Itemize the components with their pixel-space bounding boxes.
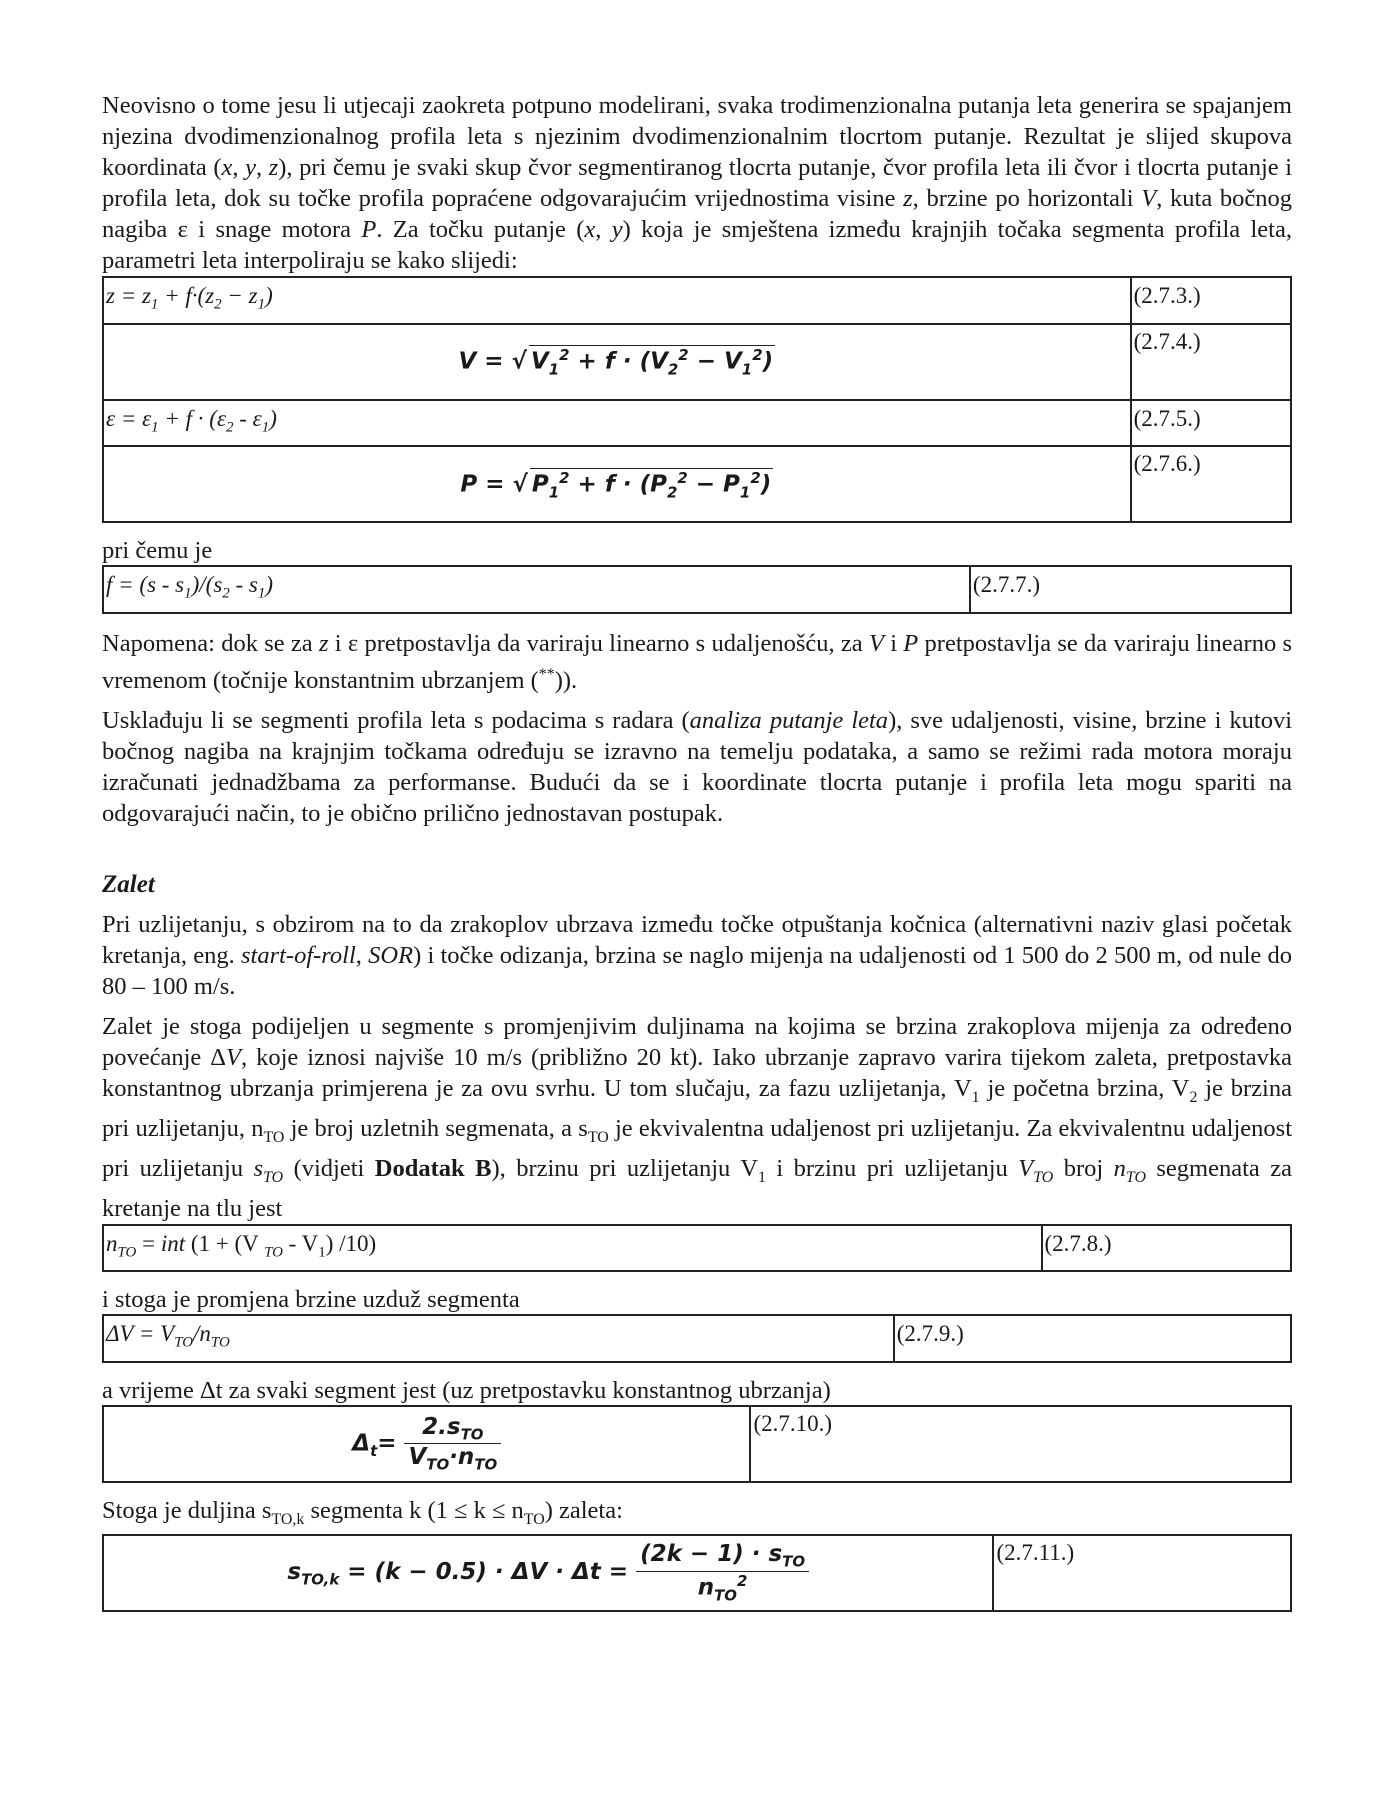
equation-number: (2.7.9.) [894,1315,1291,1362]
equation-p: P = √ $P_1^2 + f \cdot (P_2^2 - P_1^2)$ [103,446,1131,522]
radar-paragraph: Usklađuju li se segmenti profila leta s podacima s radara (analiza putanje leta), sve udaljenosti, visine, brzine i kutovi bočnog nagiba na krajnjim točkama određuju se izravno na temelju podataka, a samo se režimi rada motora moraju izračunati jednadžbama za performanse. Budući da se i koordinate tlocrta putanje i profila leta mogu spariti na odgovarajući način, to je obično prilično jednostavan postupak. [102,706,1293,827]
lead-delta-t: a vrijeme Δt za svaki segment jest (uz pretpostavku konstantnog ubrzanja) [102,1376,831,1404]
equation-row [103,1315,1291,1362]
equation-delta-v: $\Delta V = V_{TO}/n_{TO}$ [103,1315,894,1362]
equation-number: (2.7.4.) [1131,324,1291,400]
interpolation-equations-table [102,276,1292,523]
equation-number: (2.7.8.) [1042,1225,1291,1272]
equation-v: V = √ $V_1^2 + f \cdot (V_2^2 - V_1^2)$ [103,324,1131,400]
note-paragraph: Napomena: dok se za z i ε pretpostavlja da variraju linearno s udaljenošću, za V i P pretpostavlja se da variraju linearno s vremenom (točnije konstantnim ubrzanjem (**)). [102,629,1293,694]
lead-s-k: Stoga je duljina $s_{TO,k}$ segmenta k $(1 \le k \le n_{TO})$ zaleta: [102,1496,623,1528]
equation-row [103,1406,1291,1482]
delta-t-equation-table [102,1405,1292,1483]
nto-equation-table [102,1224,1292,1273]
equation-number: (2.7.10.) [750,1406,1291,1482]
lead-delta-v: i stoga je promjena brzine uzduž segmenta [102,1286,520,1314]
equation-row [103,277,1291,324]
equation-row [103,400,1291,447]
equation-number: (2.7.3.) [1131,277,1291,324]
equation-z: $z = z_1 + f\cdot(z_2 - z_1)$ [103,277,1131,324]
equation-row [103,1225,1291,1272]
equation-delta-t: $\Delta_t=$ $\frac{2.s_{TO}}{V_{TO}\cdot n_{TO}}$ [103,1406,750,1482]
equation-f: $f = (s - s_1)/(s_2 - s_1)$ [103,566,970,613]
document-page [102,90,1292,1612]
f-equation-table [102,565,1292,614]
equation-number: (2.7.6.) [1131,446,1291,522]
equation-number: (2.7.11.) [993,1535,1291,1611]
intro-paragraph: Neovisno o tome jesu li utjecaji zaokreta potpuno modelirani, svaka trodimenzionalna putanja leta generira se spajanjem njezina dvodimenzionalnog profila leta s njezinim dvodimenzionalnim tlocrtom putanje. Rezultat je slijed skupova koordinata (x, y, z), pri čemu je svaki skup čvor segmentiranog tlocrta putanje, čvor profila leta ili čvor i tlocrta putanje i profila leta, dok su točke profila popraćene odgovarajućim vrijednostima visine z, brzine po horizontali V, kuta bočnog nagiba ε i snage motora P. Za točku putanje (x, y) koja je smještena između krajnjih točaka segmenta profila leta, parametri leta interpoliraju se kako slijedi: [102,92,1293,274]
equation-number: (2.7.5.) [1131,400,1291,447]
section-heading: Zalet [102,870,155,898]
equation-s-k: $s_{TO,k} = (k - 0.5) \cdot \Delta V \cdot \Delta t$ = $\frac{(2k - 1) \cdot s_{TO}}{n_{TO}^2}$ [103,1535,993,1611]
delta-v-equation-table [102,1314,1292,1363]
equation-row [103,446,1291,522]
where-label: pri čemu je [102,537,213,565]
s-k-equation-table [102,1534,1292,1612]
equation-epsilon: $\varepsilon = \varepsilon_1 + f \cdot (\varepsilon_2 - \varepsilon_1)$ [103,400,1131,447]
equation-number: (2.7.7.) [970,566,1291,613]
section-paragraph-1: Pri uzlijetanju, s obzirom na to da zrakoplov ubrzava između točke otpuštanja kočnica (alternativni naziv glasi početak kretanja, eng. start-of-roll, SOR) i točke odizanja, brzina se naglo mijenja na udaljenosti od 1 500 do 2 500 m, od nule do 80 – 100 m/s. [102,910,1293,1000]
equation-row [103,566,1291,613]
equation-nto: $n_{TO}$ = int (1 + (V $_{TO} - V_1$) /10) [103,1225,1042,1272]
equation-row [103,1535,1291,1611]
section-paragraph-2: Zalet je stoga podijeljen u segmente s promjenjivim duljinama na kojima se brzina zrakoplova mijenja za određeno povećanje ΔV, koje iznosi najviše 10 m/s (približno 20 kt). Iako ubrzanje zapravo varira tijekom zaleta, pretpostavka konstantnog ubrzanja primjerena je za ovu svrhu. U tom slučaju, za fazu uzlijetanja, $V_1$ je početna brzina, $V_2$ je brzina pri uzlijetanju, $n_{TO}$ je broj uzletnih segmenata, a $s_{TO}$ je ekvivalentna udaljenost pri uzlijetanju. Za ekvivalentnu udaljenost pri uzlijetanju $s_{TO}$ (vidjeti Dodatak B), brzinu pri uzlijetanju $V_1$ i brzinu pri uzlijetanju $V_{TO}$ broj $n_{TO}$ segmenata za kretanje na tlu jest [102,1012,1293,1222]
equation-row [103,324,1291,400]
